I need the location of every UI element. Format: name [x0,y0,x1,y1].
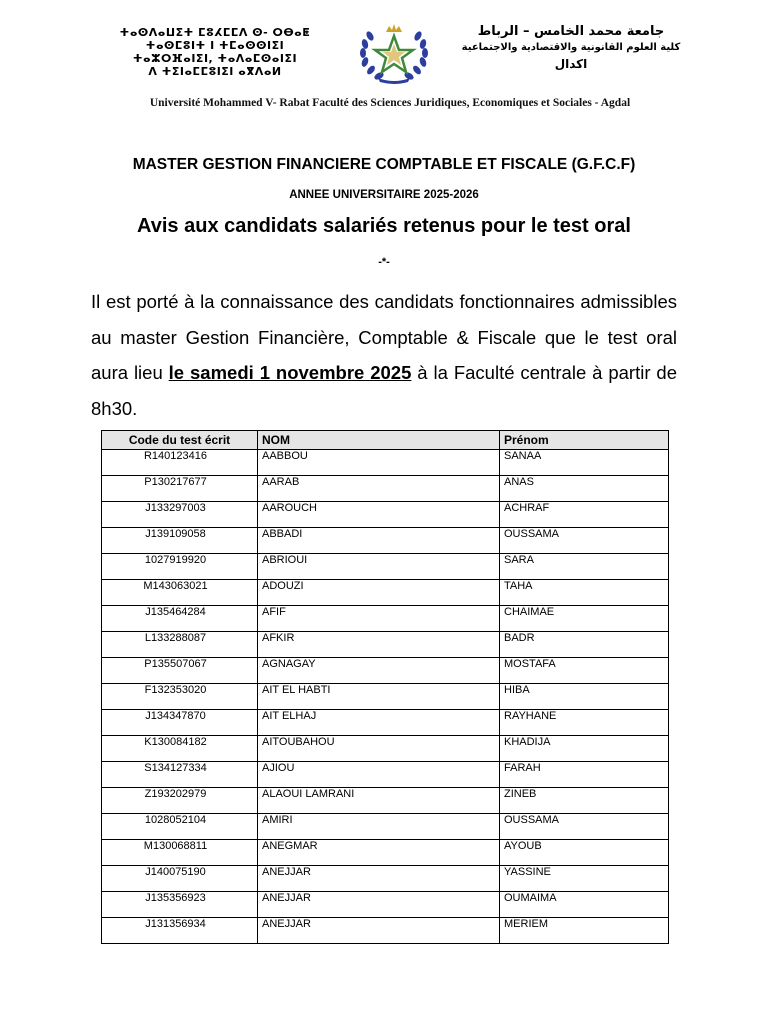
header-prenom: Prénom [500,431,669,450]
document-header [0,0,768,120]
cell-code: L133288087 [102,632,258,658]
cell-prenom: ZINEB [500,788,669,814]
table-row [102,710,669,736]
table-row [102,580,669,606]
cell-prenom: OUSSAMA [500,528,669,554]
cell-prenom: CHAIMAE [500,606,669,632]
cell-nom: ANEJJAR [258,866,500,892]
notice-text-after: à la Faculté centrale à partir de 8h30. [91,362,677,419]
table-row [102,554,669,580]
notice-heading: Avis aux candidats salariés retenus pour le test oral [137,215,631,237]
cell-nom: ABBADI [258,528,500,554]
cell-prenom: OUSSAMA [500,814,669,840]
table-row [102,892,669,918]
university-french-name: Université Mohammed V- Rabat Faculté des Sciences Juridiques, Economiques et Sociales - Agdal [149,97,631,109]
cell-prenom: YASSINE [500,866,669,892]
cell-nom: AIT EL HABTI [258,684,500,710]
cell-nom: AJIOU [258,762,500,788]
tifinagh-university-name: ⵜⴰⵙⴷⴰⵡⵉⵜ ⵎⵓⵃⵎⵎⴷ ⵙ- ⵔⴱⴰⵟ ⵜⴰⵙⵎⵓⵏⵜ ⵏ ⵜⵎⴰⵙⵙⵏⵉⵏ ⵜⴰⵣⵔⴼⴰⵏⵉⵏ, ⵜⴰⴷⴰⵎⵙⴰⵏⵉⵏ ⴷ ⵜⵉⵏⴰⵎⵎⵓⵏⵉⵏ ⴰⴳⴷⴰⵍ [119,26,311,78]
cell-nom: ANEJJAR [258,918,500,944]
cell-nom: AARAB [258,476,500,502]
table-row [102,450,669,476]
separator: -*- [378,256,390,268]
notice-text-before: Il est porté à la connaissance des candidats fonctionnaires admissibles au master Gestion Financière, Comptable & Fiscale que le test oral aura lieu [91,291,677,383]
table-body [102,450,669,944]
table-row [102,528,669,554]
cell-prenom: MERIEM [500,918,669,944]
cell-code: 1027919920 [102,554,258,580]
table-row [102,736,669,762]
cell-nom: AITOUBAHOU [258,736,500,762]
table-row [102,762,669,788]
table-row [102,476,669,502]
cell-prenom: ACHRAF [500,502,669,528]
cell-prenom: SARA [500,554,669,580]
cell-nom: AIT ELHAJ [258,710,500,736]
cell-nom: AFKIR [258,632,500,658]
header-code: Code du test écrit [102,431,258,450]
cell-code: J131356934 [102,918,258,944]
cell-nom: ALAOUI LAMRANI [258,788,500,814]
cell-code: Z193202979 [102,788,258,814]
table-row [102,918,669,944]
cell-code: J139109058 [102,528,258,554]
cell-nom: AAROUCH [258,502,500,528]
exam-date: le samedi 1 novembre 2025 [168,362,412,383]
cell-code: S134127334 [102,762,258,788]
cell-prenom: KHADIJA [500,736,669,762]
cell-code: M130068811 [102,840,258,866]
cell-code: P130217677 [102,476,258,502]
header-nom: NOM [258,431,500,450]
cell-prenom: RAYHANE [500,710,669,736]
cell-code: J135464284 [102,606,258,632]
cell-code: P135507067 [102,658,258,684]
cell-nom: ANEJJAR [258,892,500,918]
academic-year: ANNEE UNIVERSITAIRE 2025-2026 [289,189,479,201]
notice-paragraph [91,284,677,426]
cell-code: K130084182 [102,736,258,762]
cell-prenom: TAHA [500,580,669,606]
cell-prenom: BADR [500,632,669,658]
university-emblem-icon [348,22,440,84]
table-row [102,788,669,814]
table-row [102,632,669,658]
cell-nom: ADOUZI [258,580,500,606]
cell-nom: AABBOU [258,450,500,476]
cell-nom: AMIRI [258,814,500,840]
table-row [102,606,669,632]
cell-prenom: OUMAIMA [500,892,669,918]
cell-nom: ANEGMAR [258,840,500,866]
cell-prenom: AYOUB [500,840,669,866]
cell-code: J134347870 [102,710,258,736]
cell-code: J140075190 [102,866,258,892]
arabic-university-name: جامعة محمد الخامس – الرباط كلية العلوم القانونية والاقتصادية والاجتماعية اكدال [461,24,681,71]
candidates-table [101,430,669,944]
cell-prenom: SANAA [500,450,669,476]
table-row [102,866,669,892]
cell-code: F132353020 [102,684,258,710]
cell-code: R140123416 [102,450,258,476]
cell-prenom: HIBA [500,684,669,710]
table-row [102,814,669,840]
cell-prenom: MOSTAFA [500,658,669,684]
master-title: MASTER GESTION FINANCIERE COMPTABLE ET FISCALE (G.F.C.F) [132,156,636,173]
cell-prenom: FARAH [500,762,669,788]
cell-code: J135356923 [102,892,258,918]
cell-nom: AFIF [258,606,500,632]
table-row [102,840,669,866]
cell-nom: AGNAGAY [258,658,500,684]
table-row [102,684,669,710]
cell-prenom: ANAS [500,476,669,502]
table-row [102,502,669,528]
cell-nom: ABRIOUI [258,554,500,580]
table-row [102,658,669,684]
cell-code: 1028052104 [102,814,258,840]
table-header-row [102,431,669,450]
cell-code: J133297003 [102,502,258,528]
cell-code: M143063021 [102,580,258,606]
